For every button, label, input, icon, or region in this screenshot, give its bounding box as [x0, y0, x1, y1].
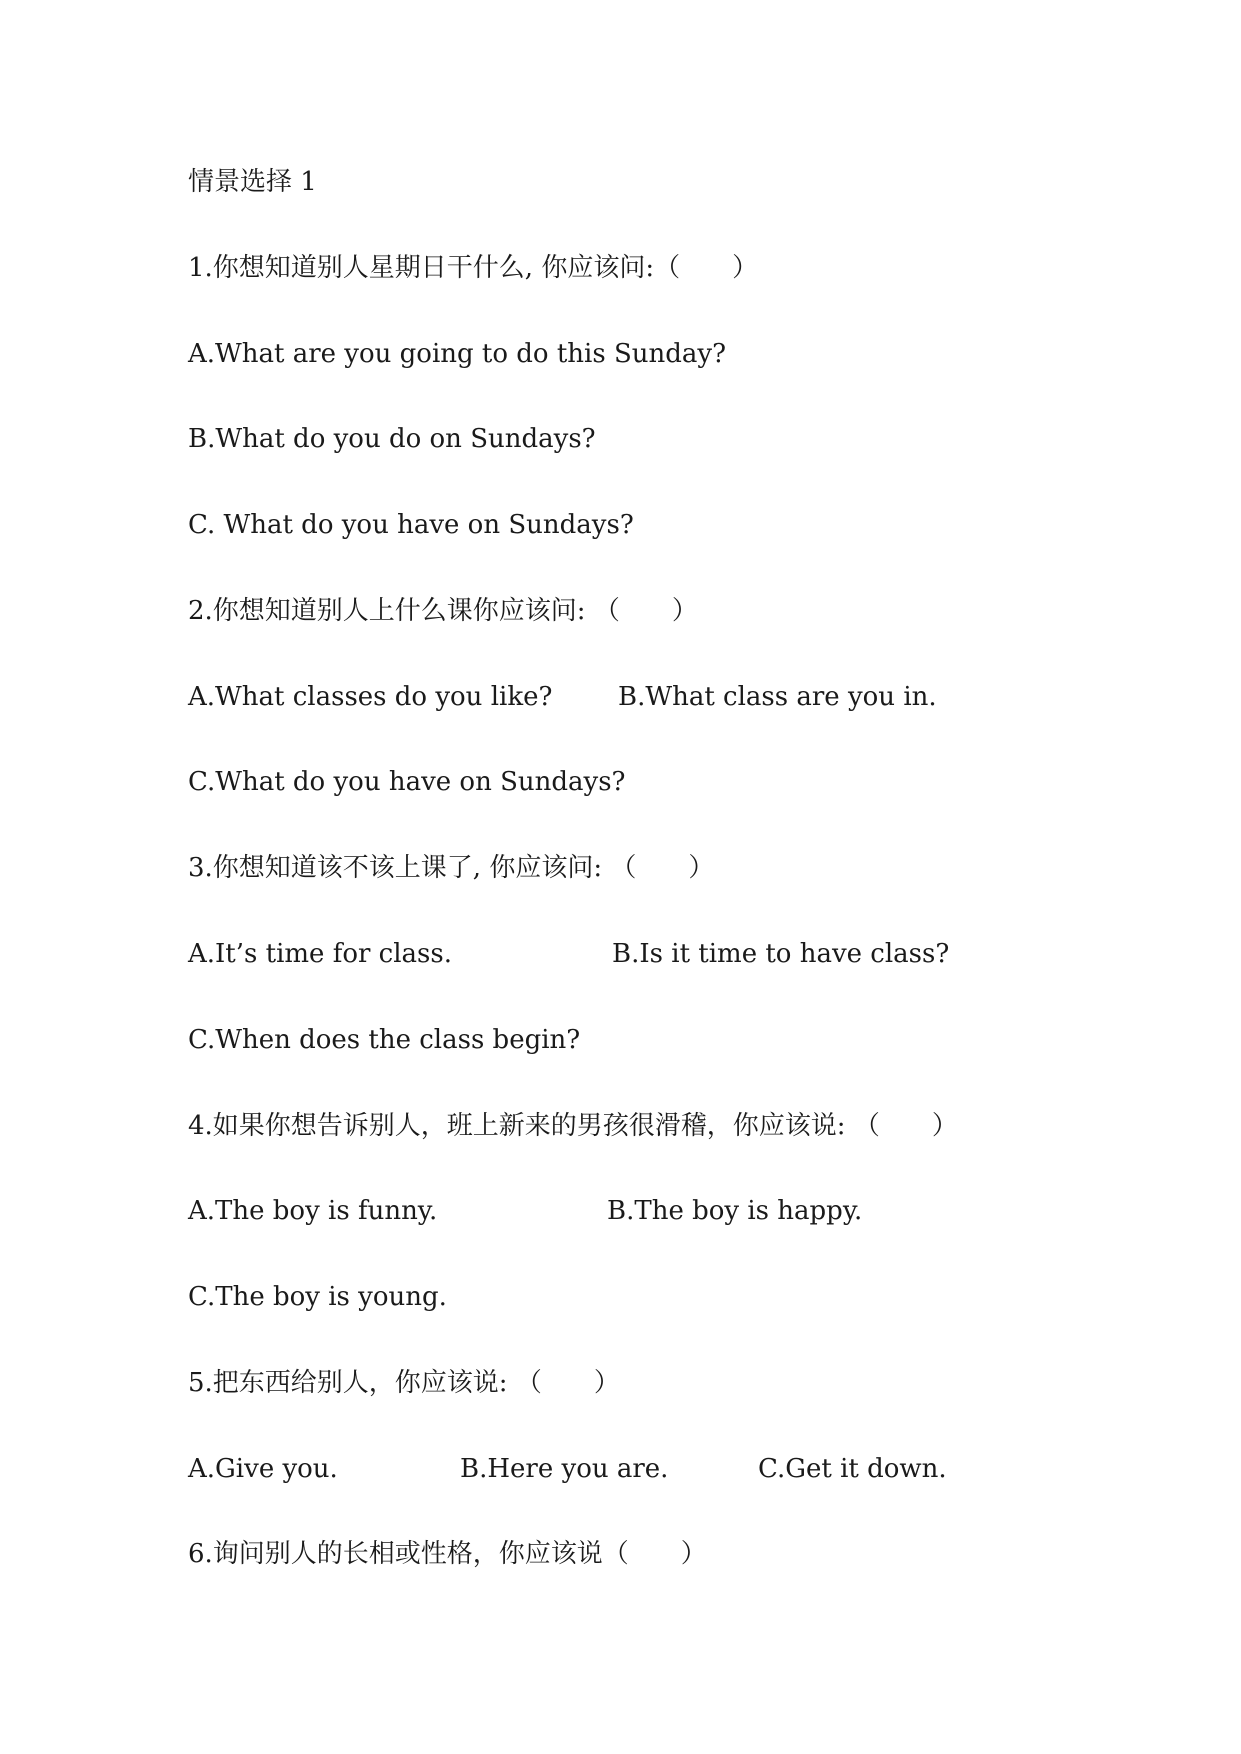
question-2-option-b: B.What class are you in.	[618, 682, 937, 712]
question-2-option-c: C.What do you have on Sundays?	[188, 767, 626, 797]
question-4-options-row	[188, 1186, 1121, 1236]
question-5-option-a: A.Give you.	[188, 1454, 338, 1484]
question-4-option-c: C.The boy is young.	[188, 1282, 447, 1312]
question-1-option-a: A.What are you going to do this Sunday?	[188, 339, 727, 369]
page-title: 情景选择 1	[188, 167, 317, 197]
question-1-option-c: C. What do you have on Sundays?	[188, 510, 634, 540]
question-3-option-a: A.It’s time for class.	[188, 939, 452, 969]
question-6-stem: 6.询问别人的长相或性格，你应该说（ ）	[188, 1539, 707, 1569]
question-4-option-a: A.The boy is funny.	[188, 1196, 438, 1226]
question-3-options-row	[188, 929, 1121, 979]
question-3-option-c: C.When does the class begin?	[188, 1025, 581, 1055]
question-2-option-a: A.What classes do you like?	[188, 682, 553, 712]
question-1-option-b: B.What do you do on Sundays?	[188, 424, 596, 454]
question-5-stem: 5.把东西给别人，你应该说: （ ）	[188, 1368, 620, 1398]
question-1-stem: 1.你想知道别人星期日干什么, 你应该问:（ ）	[188, 253, 759, 283]
question-2-options-row	[188, 672, 1121, 722]
question-2-stem: 2.你想知道别人上什么课你应该问: （ ）	[188, 596, 698, 626]
question-3-stem: 3.你想知道该不该上课了, 你应该问: （ ）	[188, 853, 715, 883]
question-5-options-row	[188, 1444, 1121, 1494]
question-4-option-b: B.The boy is happy.	[607, 1196, 863, 1226]
question-4-stem: 4.如果你想告诉别人，班上新来的男孩很滑稽，你应该说: （ ）	[188, 1111, 958, 1141]
question-5-option-b: B.Here you are.	[460, 1454, 669, 1484]
question-3-option-b: B.Is it time to have class?	[612, 939, 950, 969]
question-5-option-c: C.Get it down.	[758, 1454, 947, 1484]
